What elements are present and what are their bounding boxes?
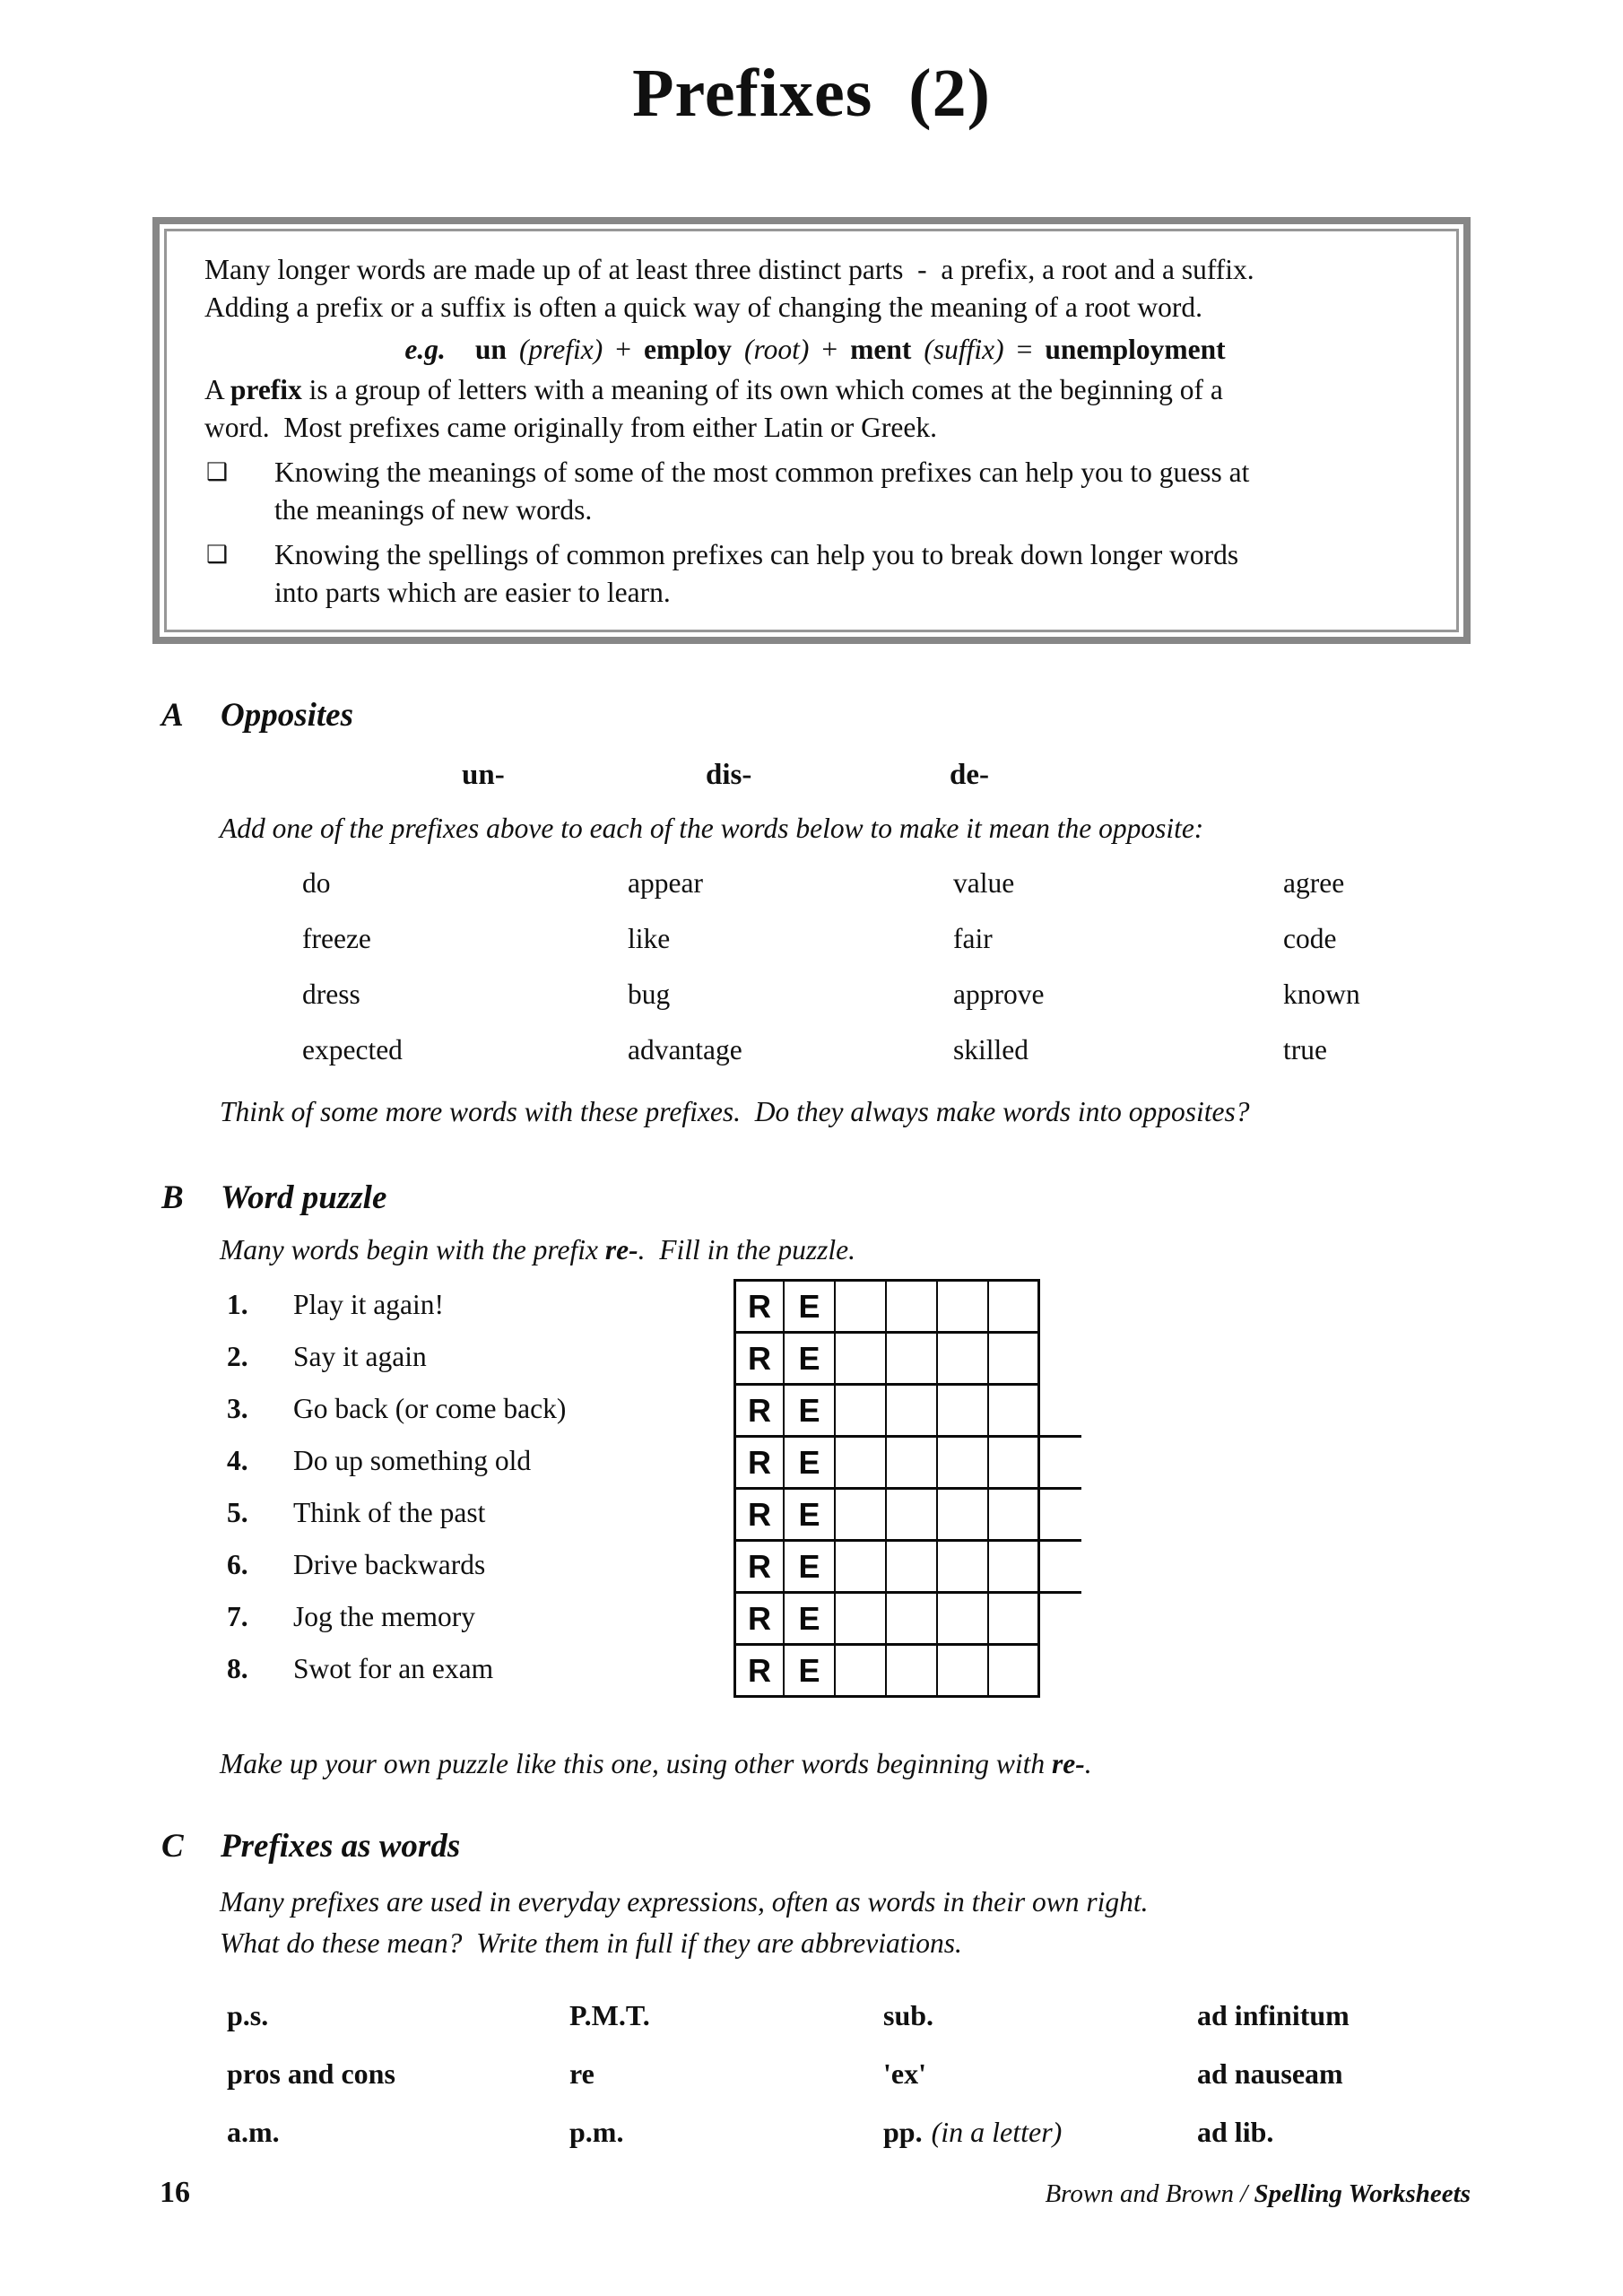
puzzle-cell-blank	[887, 1282, 938, 1331]
grid-extension-line	[1040, 1591, 1081, 1594]
puzzle-grid-row	[733, 1279, 1040, 1331]
section-title: Opposites	[221, 697, 353, 734]
bullet-square-icon: ❑	[206, 541, 229, 569]
text-fragment: A	[204, 374, 230, 405]
puzzle-cell-blank	[887, 1594, 938, 1643]
word-item: true	[1283, 1034, 1327, 1065]
puzzle-cell-letter: E	[785, 1490, 836, 1539]
example-suffix: ment	[850, 334, 912, 365]
word-item: approve	[953, 978, 1045, 1010]
word-item: appear	[628, 867, 703, 899]
text-fragment: . Fill in the puzzle.	[638, 1234, 855, 1265]
puzzle-cell-blank	[938, 1490, 989, 1539]
plus-sign: +	[615, 334, 631, 365]
puzzle-cell-blank	[938, 1438, 989, 1487]
word-item: like	[628, 923, 671, 954]
grid-extension-line	[1040, 1487, 1081, 1490]
page-title: Prefixes (2)	[632, 56, 991, 131]
puzzle-cell-letter: E	[785, 1542, 836, 1591]
clue-text: Swot for an exam	[293, 1653, 494, 1684]
clue-text: Go back (or come back)	[293, 1393, 567, 1424]
clue-number: 6.	[227, 1549, 248, 1580]
word-item: known	[1283, 978, 1360, 1010]
example-result: unemployment	[1045, 334, 1226, 365]
puzzle-grid-row	[733, 1383, 1040, 1435]
puzzle-cell-blank	[989, 1282, 1040, 1331]
puzzle-cell-blank	[989, 1542, 1040, 1591]
puzzle-cell-blank	[938, 1386, 989, 1435]
puzzle-cell-letter: E	[785, 1334, 836, 1383]
publisher-credit	[1045, 2179, 1471, 2209]
section-a-heading	[161, 696, 1623, 735]
clue-number: 3.	[227, 1393, 248, 1424]
example-root-type: (root)	[744, 334, 810, 365]
clue-row	[227, 1643, 733, 1695]
puzzle-cell-letter: R	[733, 1646, 785, 1695]
puzzle-grid-row	[733, 1487, 1040, 1539]
intro-paragraph-line	[204, 371, 1426, 409]
credit-series: Spelling Worksheets	[1254, 2179, 1471, 2208]
section-b-instruction	[220, 1231, 1623, 1270]
equals-sign: =	[1016, 334, 1033, 365]
bold-prefix-re: re-	[604, 1234, 638, 1265]
credit-publisher: Brown and Brown /	[1045, 2179, 1254, 2208]
bullet-item	[204, 454, 1426, 529]
puzzle-cell-blank	[836, 1334, 887, 1383]
word-item: code	[1283, 923, 1337, 954]
clue-text: Jog the memory	[293, 1601, 475, 1632]
intro-paragraph-line: word. Most prefixes came originally from either Latin or Greek.	[204, 412, 937, 443]
prefix-option: de-	[950, 759, 989, 791]
section-letter: A	[161, 697, 184, 734]
text-fragment: Many words begin with the prefix	[220, 1234, 605, 1265]
section-letter: B	[161, 1179, 184, 1216]
puzzle-cell-letter: R	[733, 1334, 785, 1383]
section-title: Prefixes as words	[221, 1828, 461, 1865]
prefix-expressions-grid	[227, 1987, 1623, 2161]
expression-item: re	[569, 2057, 595, 2090]
word-item: advantage	[628, 1034, 742, 1065]
puzzle-cell-blank	[836, 1542, 887, 1591]
clue-row	[227, 1539, 733, 1591]
expression-item: a.m.	[227, 2116, 280, 2148]
grid-extension-line	[1040, 1435, 1081, 1438]
intro-box	[152, 217, 1471, 644]
bullet-text-line: Knowing the spellings of common prefixes can help you to break down longer words	[274, 539, 1239, 570]
page-footer	[160, 2176, 1471, 2210]
puzzle-cell-blank	[836, 1282, 887, 1331]
word-item: agree	[1283, 867, 1345, 899]
clue-row	[227, 1279, 733, 1331]
clue-row	[227, 1383, 733, 1435]
expression-item	[883, 2103, 1197, 2161]
section-c-heading	[161, 1827, 1623, 1866]
puzzle-cell-blank	[836, 1594, 887, 1643]
puzzle-cell-blank	[938, 1334, 989, 1383]
expression-item: 'ex'	[883, 2057, 926, 2090]
bullet-text-line: Knowing the meanings of some of the most common prefixes can help you to guess at	[274, 457, 1250, 488]
text-fragment: is a group of letters with a meaning of its own which comes at the beginning of a	[301, 374, 1223, 405]
word-item: do	[302, 867, 331, 899]
puzzle-grid-row	[733, 1331, 1040, 1383]
prefix-option: dis-	[706, 759, 752, 791]
prefix-option: un-	[462, 759, 505, 791]
puzzle-cell-blank	[938, 1542, 989, 1591]
clue-text: Drive backwards	[293, 1549, 486, 1580]
expression-item: p.s.	[227, 1999, 269, 2031]
puzzle-cell-blank	[836, 1490, 887, 1539]
expression-item: p.m.	[569, 2116, 624, 2148]
puzzle-grid-row	[733, 1435, 1040, 1487]
clue-row	[227, 1487, 733, 1539]
bullet-text-line: the meanings of new words.	[274, 494, 593, 526]
puzzle-grid-row	[733, 1591, 1040, 1643]
section-title: Word puzzle	[221, 1179, 387, 1216]
example-line	[204, 331, 1426, 369]
puzzle-grid	[733, 1279, 1040, 1698]
puzzle-cell-letter: R	[733, 1594, 785, 1643]
clue-text: Play it again!	[293, 1289, 444, 1320]
clue-number: 4.	[227, 1445, 248, 1476]
puzzle-cell-blank	[989, 1438, 1040, 1487]
word-item: value	[953, 867, 1015, 899]
section-c-intro-line: What do these mean? Write them in full if they are abbreviations.	[220, 1927, 962, 1959]
puzzle-cell-blank	[887, 1438, 938, 1487]
puzzle-cell-letter: R	[733, 1386, 785, 1435]
puzzle-cell-letter: R	[733, 1490, 785, 1539]
expression-note: (in a letter)	[931, 2116, 1063, 2148]
puzzle-cell-letter: R	[733, 1438, 785, 1487]
puzzle-cell-letter: E	[785, 1438, 836, 1487]
example-suffix-type: (suffix)	[924, 334, 1004, 365]
clue-text: Say it again	[293, 1341, 427, 1372]
example-prefix-type: (prefix)	[518, 334, 603, 365]
puzzle-cell-blank	[938, 1594, 989, 1643]
puzzle-cell-blank	[989, 1490, 1040, 1539]
text-fragment: .	[1084, 1748, 1092, 1779]
clue-number: 5.	[227, 1497, 248, 1528]
puzzle-clue-list	[227, 1279, 733, 1698]
puzzle-cell-blank	[989, 1334, 1040, 1383]
plus-sign: +	[821, 334, 838, 365]
puzzle-cell-blank	[989, 1646, 1040, 1695]
puzzle-cell-blank	[836, 1438, 887, 1487]
clue-number: 8.	[227, 1653, 248, 1684]
section-c-intro-line: Many prefixes are used in everyday expressions, often as words in their own right.	[220, 1886, 1149, 1918]
puzzle-cell-letter: R	[733, 1542, 785, 1591]
section-a-instruction: Add one of the prefixes above to each of the words below to make it mean the opposite:	[220, 813, 1204, 844]
grid-extension-line	[1040, 1539, 1081, 1542]
section-b-heading	[161, 1178, 1623, 1218]
section-b-note	[220, 1744, 1623, 1784]
prefix-options-row	[462, 757, 1623, 793]
bold-prefix-re: re-	[1052, 1748, 1085, 1779]
intro-paragraph-line: Many longer words are made up of at least three distinct parts - a prefix, a root and a suffix.	[204, 254, 1254, 285]
clue-row	[227, 1591, 733, 1643]
puzzle-grid-row	[733, 1643, 1040, 1695]
puzzle-cell-blank	[938, 1646, 989, 1695]
puzzle-cell-letter: E	[785, 1282, 836, 1331]
clue-text: Think of the past	[293, 1497, 486, 1528]
expression-item: P.M.T.	[569, 1999, 650, 2031]
puzzle-cell-blank	[887, 1334, 938, 1383]
puzzle-cell-blank	[989, 1594, 1040, 1643]
expression-abbreviation: pp.	[883, 2116, 923, 2148]
puzzle-cell-blank	[836, 1386, 887, 1435]
expression-item: pros and cons	[227, 2057, 395, 2090]
puzzle-cell-blank	[887, 1542, 938, 1591]
clue-number: 2.	[227, 1341, 248, 1372]
puzzle-cell-blank	[836, 1646, 887, 1695]
expression-item: ad lib.	[1197, 2116, 1274, 2148]
page-number: 16	[160, 2176, 190, 2209]
clue-row	[227, 1435, 733, 1487]
bullet-text-line: into parts which are easier to learn.	[274, 577, 671, 608]
puzzle-cell-letter: E	[785, 1386, 836, 1435]
word-item: skilled	[953, 1034, 1028, 1065]
puzzle-cell-blank	[887, 1490, 938, 1539]
intro-box-inner	[164, 229, 1459, 632]
puzzle-cell-blank	[989, 1386, 1040, 1435]
clue-number: 7.	[227, 1601, 248, 1632]
puzzle-cell-blank	[938, 1282, 989, 1331]
text-fragment: Make up your own puzzle like this one, using other words beginning with	[220, 1748, 1053, 1779]
expression-item: sub.	[883, 1999, 934, 2031]
word-item: fair	[953, 923, 993, 954]
puzzle-cell-blank	[887, 1386, 938, 1435]
clue-text: Do up something old	[293, 1445, 532, 1476]
puzzle-cell-letter: R	[733, 1282, 785, 1331]
puzzle-cell-blank	[887, 1646, 938, 1695]
word-item: expected	[302, 1034, 403, 1065]
opposites-word-grid	[302, 856, 1623, 1078]
clue-number: 1.	[227, 1289, 248, 1320]
word-item: bug	[628, 978, 671, 1010]
example-label: e.g.	[404, 334, 446, 365]
bullet-text	[274, 454, 1249, 529]
example-prefix: un	[474, 334, 507, 365]
bullet-text	[274, 536, 1238, 612]
example-root: employ	[644, 334, 732, 365]
word-puzzle	[227, 1279, 1623, 1698]
expression-item: ad infinitum	[1197, 1999, 1350, 2031]
clue-row	[227, 1331, 733, 1383]
bold-word-prefix: prefix	[230, 374, 302, 405]
bullet-square-icon: ❑	[206, 458, 229, 486]
intro-paragraph-line: Adding a prefix or a suffix is often a quick way of changing the meaning of a root word.	[204, 291, 1202, 323]
bullet-item	[204, 536, 1426, 612]
section-a-note: Think of some more words with these prefixes. Do they always make words into opposites?	[220, 1096, 1250, 1127]
expression-item: ad nauseam	[1197, 2057, 1343, 2090]
puzzle-cell-letter: E	[785, 1594, 836, 1643]
puzzle-grid-row	[733, 1539, 1040, 1591]
word-item: freeze	[302, 923, 371, 954]
word-item: dress	[302, 978, 360, 1010]
puzzle-cell-letter: E	[785, 1646, 836, 1695]
section-letter: C	[161, 1828, 184, 1865]
